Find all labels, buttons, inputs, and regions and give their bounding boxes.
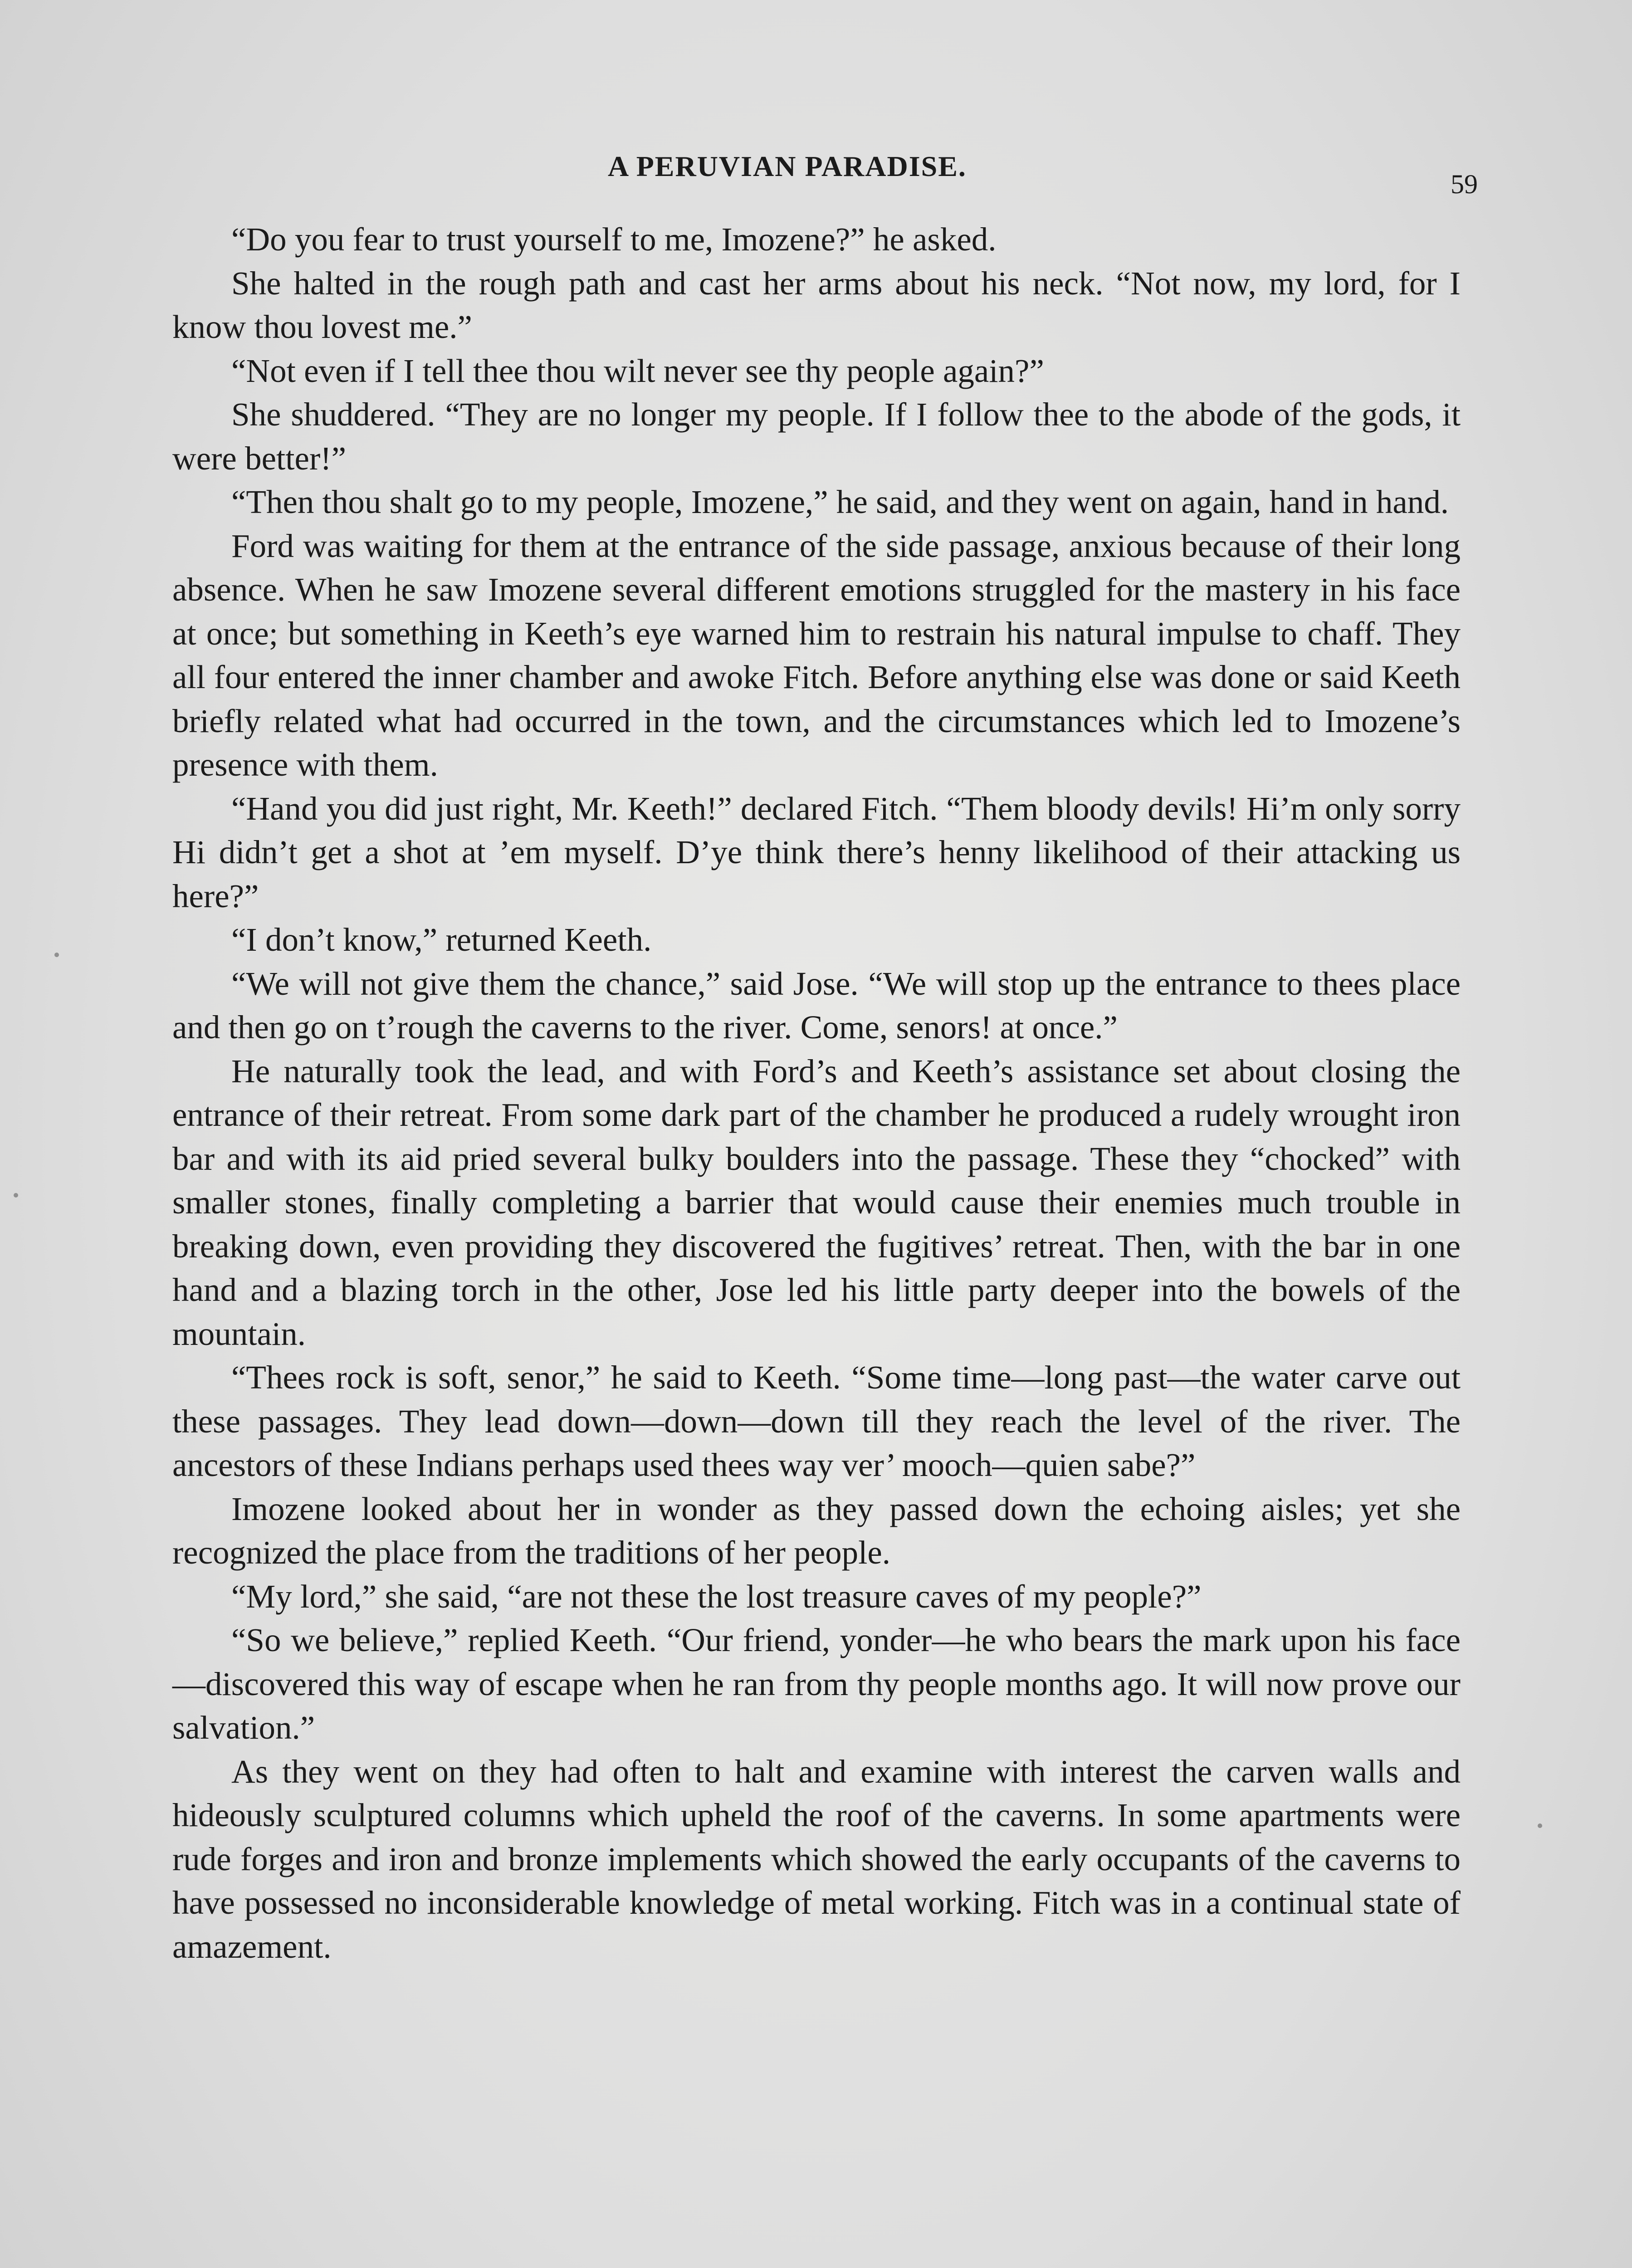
running-title: A PERUVIAN PARADISE. [608, 150, 967, 182]
page-number: 59 [1451, 169, 1478, 199]
paragraph: “Hand you did just right, Mr. Keeth!” declared Fitch. “Them bloody devils! Hi’m only sorry Hi didn’t get a shot at ’em myself. D’ye think there’s henny likelihood of their attacking us here?” [172, 790, 1461, 914]
paragraph: “Not even if I tell thee thou wilt never see thy people again?” [231, 352, 1044, 389]
print-speck [1538, 1823, 1542, 1828]
paragraph: “So we believe,” replied Keeth. “Our friend, yonder—he who bears the mark upon his face—discovered this way of escape when he ran from thy people months ago. It will now prove our salvation.” [172, 1622, 1461, 1746]
paragraph: She shuddered. “They are no longer my people. If I follow thee to the abode of the gods, it were better!” [172, 396, 1461, 477]
paragraph: As they went on they had often to halt and examine with interest the carven walls and hideously sculptured columns which upheld the roof of the caverns. In some apartments were rude forges and iron and bronze implements which showed the early occupants of the caverns to have possessed no inconsiderable knowledge of metal working. Fitch was in a continual state of amazement. [172, 1753, 1461, 1965]
paragraph: “Thees rock is soft, senor,” he said to Keeth. “Some time—long past—the water carve out these passages. They lead down—down—down till they reach the level of the river. The ancestors of these Indians perhaps used thees way ver’ mooch—quien sabe?” [172, 1359, 1461, 1483]
paragraph: “We will not give them the chance,” said Jose. “We will stop up the entrance to thees place and then go on t’rough the caverns to the river. Come, senors! at once.” [172, 965, 1461, 1046]
paragraph: Ford was waiting for them at the entrance of the side passage, anxious because of their long absence. When he saw Imozene several different emotions struggled for the mastery in his face at once; but something in Keeth’s eye warned him to restrain his natural impulse to chaff. They all four entered the inner chamber and awoke Fitch. Before anything else was done or said Keeth briefly related what had occurred in the town, and the circumstances which led to Imozene’s presence with them. [172, 527, 1461, 783]
paragraph: “I don’t know,” returned Keeth. [231, 921, 652, 958]
paragraph: She halted in the rough path and cast her arms about his neck. “Not now, my lord, for I know thou lovest me.” [172, 264, 1461, 345]
paragraph: He naturally took the lead, and with Ford’s and Keeth’s assistance set about closing the entrance of their retreat. From some dark part of the chamber he produced a rudely wrought iron bar and with its aid pried several bulky boulders into the passage. These they “chocked” with smaller stones, finally completing a barrier that would cause their enemies much trouble in breaking down, even providing they discovered the fugitives’ retreat. Then, with the bar in one hand and a blazing torch in the other, Jose led his little party deeper into the bowels of the mountain. [172, 1052, 1461, 1352]
print-speck [14, 1193, 18, 1198]
paragraph: “My lord,” she said, “are not these the lost treasure caves of my people?” [231, 1578, 1202, 1615]
page-header [0, 150, 1632, 199]
print-speck [54, 953, 59, 957]
body-text [172, 218, 1461, 1969]
paragraph: Imozene looked about her in wonder as they passed down the echoing aisles; yet she recognized the place from the traditions of her people. [172, 1490, 1461, 1571]
paragraph: “Do you fear to trust yourself to me, Imozene?” he asked. [231, 221, 997, 258]
paragraph: “Then thou shalt go to my people, Imozene,” he said, and they went on again, hand in hand. [231, 484, 1449, 520]
